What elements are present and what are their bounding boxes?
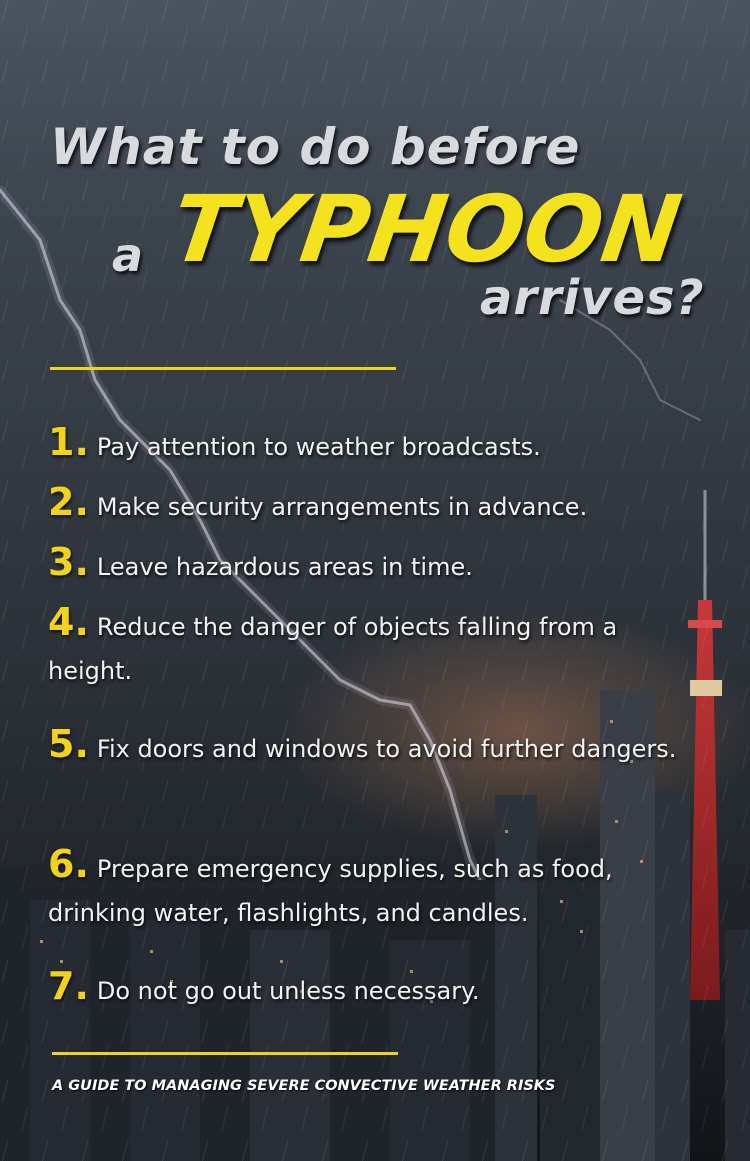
step-number: 1. — [48, 420, 89, 464]
title-article: a — [112, 228, 145, 282]
step-number: 2. — [48, 480, 89, 524]
step-text: Reduce the danger of objects falling from a height. — [48, 613, 618, 685]
step-text: Leave hazardous areas in time. — [96, 553, 473, 581]
list-item — [48, 722, 708, 771]
list-item — [48, 480, 708, 529]
step-text: Do not go out unless necessary. — [96, 977, 480, 1005]
divider-top — [50, 367, 396, 370]
list-item — [48, 600, 708, 693]
step-number: 7. — [48, 964, 89, 1008]
step-number: 5. — [48, 722, 89, 766]
step-number: 3. — [48, 540, 89, 584]
step-text: Prepare emergency supplies, such as food, drinking water, flashlights, and candles. — [48, 855, 613, 927]
title-line-3: arrives? — [480, 270, 705, 326]
step-text: Pay attention to weather broadcasts. — [96, 433, 541, 461]
divider-bottom — [52, 1052, 398, 1055]
list-item — [48, 964, 708, 1013]
list-item — [48, 842, 708, 935]
footer-caption: A GUIDE TO MANAGING SEVERE CONVECTIVE WEATHER RISKS — [52, 1078, 556, 1094]
step-text: Fix doors and windows to avoid further dangers. — [96, 735, 677, 763]
step-number: 4. — [48, 600, 89, 644]
step-text: Make security arrangements in advance. — [96, 493, 588, 521]
step-number: 6. — [48, 842, 89, 886]
list-item — [48, 420, 708, 469]
list-item — [48, 540, 708, 589]
poster-title — [0, 0, 750, 340]
title-highlight: TYPHOON — [165, 176, 688, 283]
title-line-1: What to do before — [50, 118, 581, 176]
